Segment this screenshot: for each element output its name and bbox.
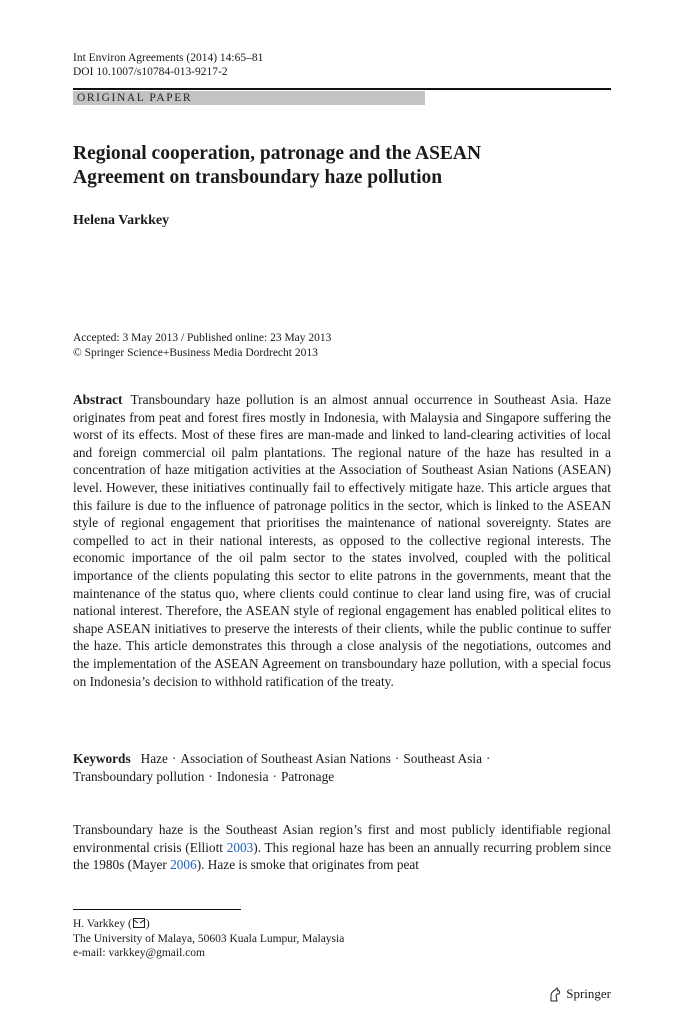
envelope-icon	[133, 918, 145, 928]
abstract-text: Transboundary haze pollution is an almost annual occurrence in Southeast Asia. Haze originates from peat and forest fires mostly in Indonesia, with Malaysia and Singapore suffering the worst of its effects. Most of these fires are man-made and linked to land-clearing activities of local and foreign commercial oil palm plantations. The regional nature of the haze has resulted in a concentration of haze mitigation activities at the Association of Southeast Asian Nations (ASEAN) level. However, these initiatives continually fail to effectively mitigate haze. This article argues that this failure is due to the influence of patronage politics in the sector, which is linked to the ASEAN style of regional engagement that prioritises the maintenance of national sovereignty. States are compelled to act in their national interests, as opposed to the collective regional interests. The economic importance of the oil palm sector to the states involved, coupled with the political importance of the clients populating this sector to elite patrons in the governments, meant that the maintenance of the status quo, where clients could continue to clear land using fire, was of crucial national interest. Therefore, the ASEAN style of regional engagement has enabled political elites to shape ASEAN initiatives to preserve the interests of their clients, while the public continue to suffer the haze. This article demonstrates this through a close analysis of the negotiations, outcomes and the implementation of the ASEAN Agreement on transboundary haze pollution, with a special focus on Indonesia’s decision to withhold ratification of the treaty.	[73, 392, 611, 689]
title-line-1: Regional cooperation, patronage and the ASEAN	[73, 143, 482, 164]
citation-link-mayer[interactable]: 2006	[170, 857, 197, 873]
body-text: ). Haze is smoke that originates from peat	[196, 857, 420, 873]
title-line-2: Agreement on transboundary haze pollution	[73, 167, 443, 188]
header-rule	[73, 88, 611, 90]
keyword: Association of Southeast Asian Nations	[180, 751, 391, 766]
author-footnote	[73, 917, 344, 961]
keyword-separator: ·	[272, 768, 277, 784]
footnote-affiliation: The University of Malaya, 50603 Kuala Lumpur, Malaysia	[73, 932, 345, 945]
springer-horse-icon	[548, 987, 562, 1002]
publication-dates	[73, 331, 331, 361]
footnote-author-suffix: )	[145, 918, 150, 930]
keyword-separator: ·	[394, 751, 400, 766]
publisher-logo	[548, 986, 611, 1002]
keyword: Haze	[140, 751, 168, 766]
keyword-separator: ·	[486, 751, 491, 766]
keyword-separator: ·	[171, 751, 177, 766]
footnote-author-line	[73, 917, 344, 932]
article-title	[73, 142, 611, 190]
abstract	[73, 391, 611, 690]
article-type-badge: ORIGINAL PAPER	[73, 91, 425, 105]
author-name: Helena Varkkey	[73, 213, 170, 228]
keyword-separator: ·	[208, 768, 213, 784]
keywords	[73, 750, 611, 785]
journal-line: Int Environ Agreements (2014) 14:65–81	[73, 52, 264, 64]
footnote-rule	[73, 909, 241, 910]
journal-citation	[73, 51, 263, 79]
keyword: Southeast Asia	[403, 751, 483, 766]
keyword: Transboundary pollution	[73, 768, 205, 784]
keywords-label: Keywords	[73, 751, 131, 766]
doi-line: DOI 10.1007/s10784-013-9217-2	[73, 66, 228, 78]
body-text: ). This regional haze has been an annually recurring problem since the 1980s (Mayer	[73, 839, 611, 873]
publisher-name: Springer	[566, 986, 611, 1001]
abstract-label: Abstract	[73, 392, 123, 407]
footnote-email: e-mail: varkkey@gmail.com	[73, 947, 205, 959]
keyword: Indonesia	[216, 768, 269, 784]
body-paragraph	[73, 821, 611, 874]
keyword: Patronage	[280, 768, 335, 784]
body-text: Transboundary haze is the Southeast Asian region’s first and most publicly identifiable regional environmental crisis (Elliott	[73, 822, 611, 855]
footnote-author: H. Varkkey (	[73, 918, 132, 930]
dates-line: Accepted: 3 May 2013 / Published online: 23 May 2013	[73, 332, 332, 344]
citation-link-elliott[interactable]: 2003	[226, 839, 254, 855]
copyright-line: © Springer Science+Business Media Dordrecht 2013	[73, 347, 318, 359]
